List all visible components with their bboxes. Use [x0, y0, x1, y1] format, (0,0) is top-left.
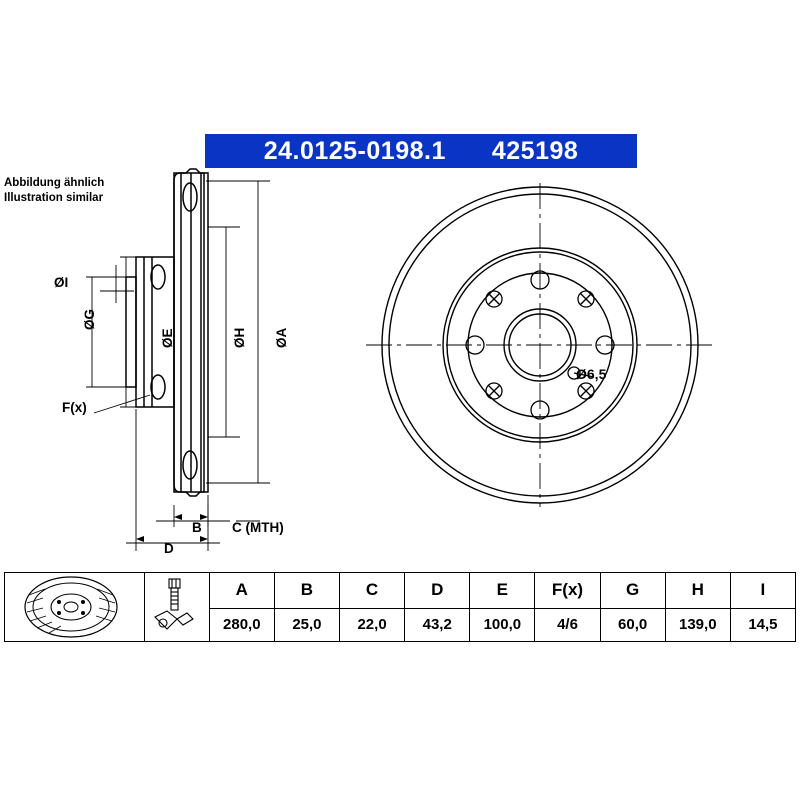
label-diameter-h: ØH [232, 327, 247, 348]
table-header-h: H [665, 573, 730, 609]
label-diameter-i: ØI [54, 275, 69, 290]
table-header-a: A [209, 573, 274, 609]
label-diameter-e: ØE [160, 328, 175, 348]
table-value-d: 43,2 [405, 608, 470, 642]
table-value-c: 22,0 [340, 608, 405, 642]
table-header-d: D [405, 573, 470, 609]
table-value-fx: 4/6 [535, 608, 600, 642]
table-header-g: G [600, 573, 665, 609]
note-line-de: Abbildung ähnlich [4, 177, 105, 189]
brake-disc-cross-section [30, 165, 390, 585]
article-number: 425198 [491, 136, 579, 165]
table-value-b: 25,0 [274, 608, 339, 642]
label-diameter-a: ØA [274, 327, 289, 348]
table-header-b: B [274, 573, 339, 609]
table-header-fx: F(x) [535, 573, 600, 609]
table-value-e: 100,0 [470, 608, 535, 642]
table-header-row [5, 573, 796, 609]
label-c-mth: C (MTH) [232, 520, 284, 535]
table-value-g: 60,0 [600, 608, 665, 642]
brake-disc-front-view [360, 175, 720, 515]
table-header-i: I [730, 573, 795, 609]
table-value-h: 139,0 [665, 608, 730, 642]
table-header-e: E [470, 573, 535, 609]
label-fx: F(x) [62, 400, 87, 415]
bolt-thumbnail-cell [144, 573, 209, 642]
brake-disc-icon [5, 573, 137, 641]
disc-thumbnail-cell [5, 573, 145, 642]
label-hole-diameter: Ø6,5 [576, 366, 607, 382]
label-b: B [192, 520, 202, 535]
bolt-icon [145, 573, 205, 641]
table-value-i: 14,5 [730, 608, 795, 642]
label-diameter-g: ØG [82, 308, 97, 330]
label-d: D [164, 541, 174, 556]
table-value-a: 280,0 [209, 608, 274, 642]
title-bar [205, 134, 637, 168]
specification-table [4, 572, 796, 642]
table-header-c: C [340, 573, 405, 609]
note-line-en: Illustration similar [4, 192, 104, 204]
part-number: 24.0125-0198.1 [263, 136, 446, 165]
